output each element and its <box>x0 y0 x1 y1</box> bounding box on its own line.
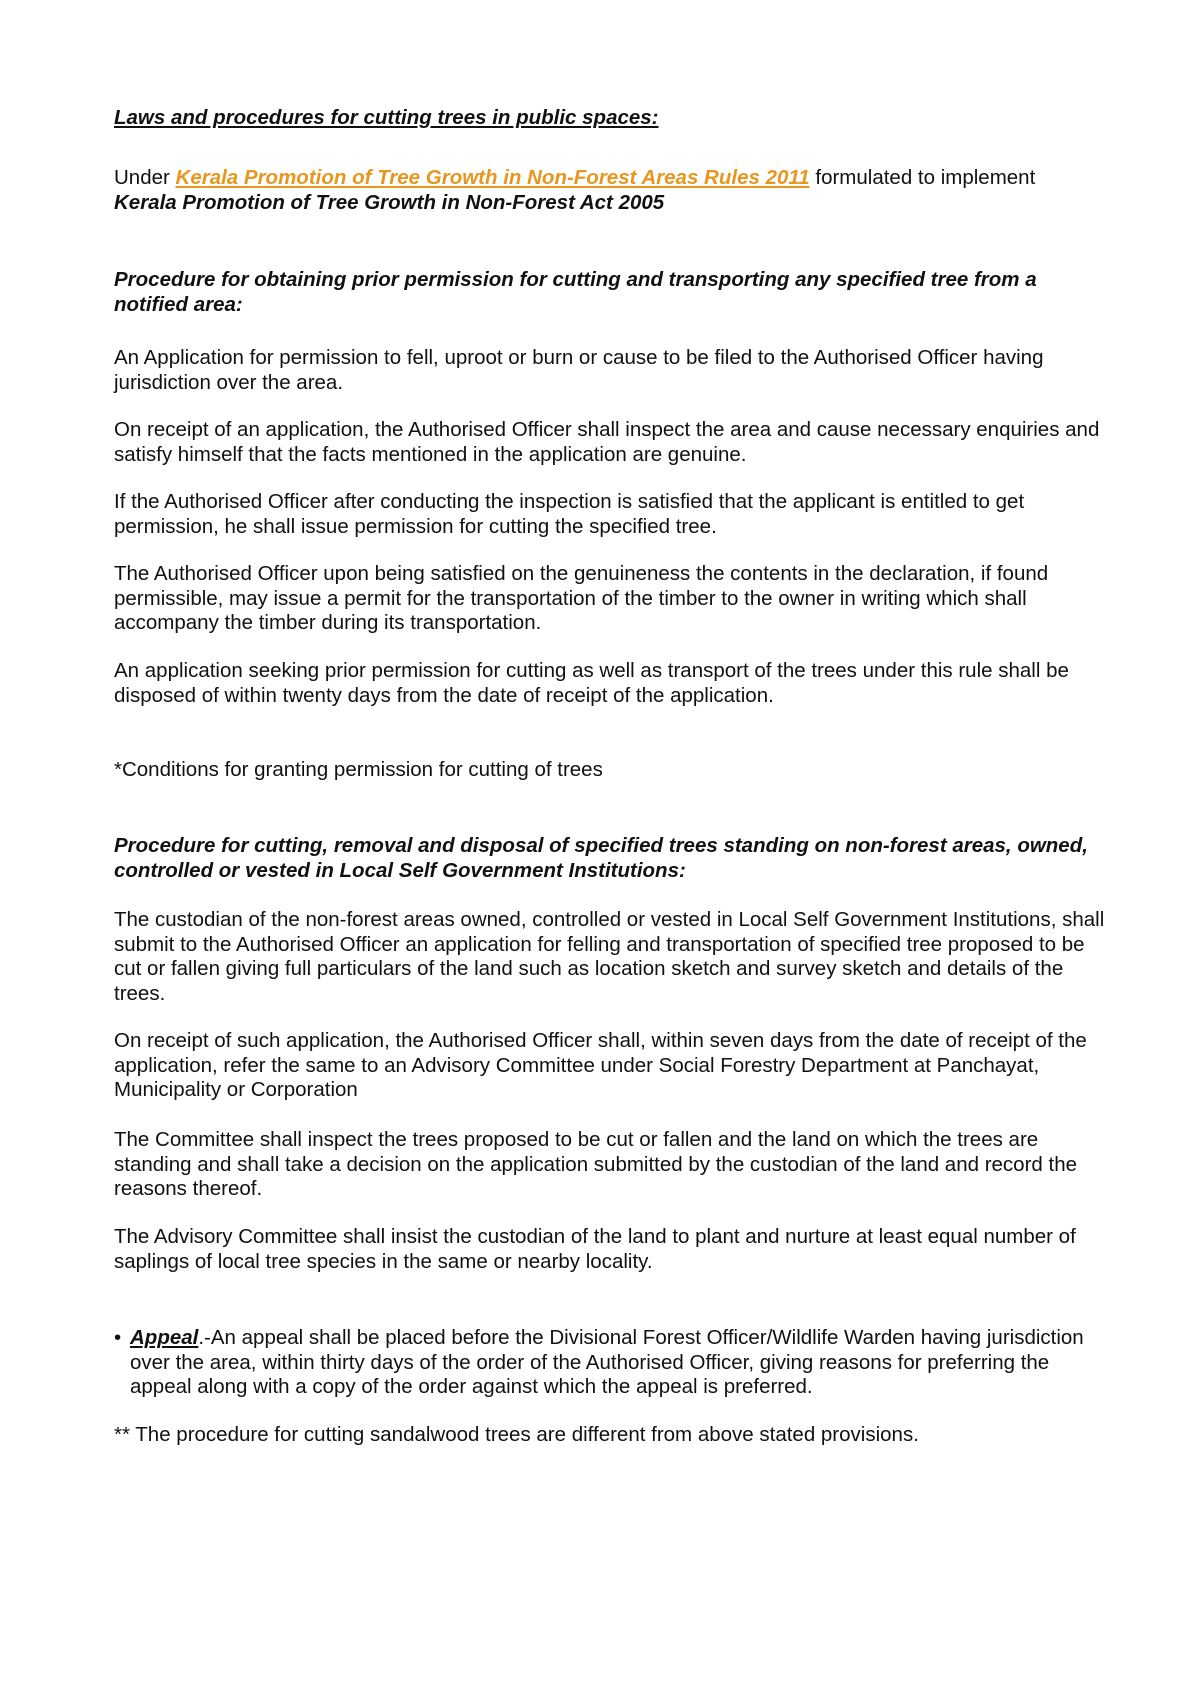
section1-heading: Procedure for obtaining prior permission for cutting and transporting any specified tree from a notified area: <box>114 268 1037 316</box>
sandalwood-note: ** The procedure for cutting sandalwood trees are different from above stated provisions. <box>114 1423 919 1446</box>
appeal-body: .-An appeal shall be placed before the Divisional Forest Officer/Wildlife Warden having jurisdiction over the area, within thirty days of the order of the Authorised Officer, giving reasons for preferring the appeal along with a copy of the order against which the appeal is preferred. <box>130 1326 1084 1398</box>
section2-heading: Procedure for cutting, removal and disposal of specified trees standing on non-forest areas, owned, controlled or vested in Local Self Government Institutions: <box>114 834 1088 882</box>
appeal-text <box>114 1326 1114 1400</box>
document-title: Laws and procedures for cutting trees in public spaces: <box>114 106 659 129</box>
intro-under: Under <box>114 166 176 189</box>
bullet-marker: • <box>114 1326 122 1349</box>
rules-link[interactable]: Kerala Promotion of Tree Growth in Non-Forest Areas Rules 2011 <box>175 166 810 189</box>
section1-paragraph-3: If the Authorised Officer after conducting the inspection is satisfied that the applicant is entitled to get permission, he shall issue permission for cutting the specified tree. <box>114 490 1025 538</box>
section2-paragraph-1: The custodian of the non-forest areas owned, controlled or vested in Local Self Government Institutions, shall submit to the Authorised Officer an application for felling and transportation of specified tree proposed to be cut or fallen giving full particulars of the land such as location sketch and survey sketch and details of the trees. <box>114 908 1105 1005</box>
appeal-label: Appeal <box>130 1326 199 1349</box>
section1-paragraph-2: On receipt of an application, the Authorised Officer shall inspect the area and cause necessary enquiries and satisfy himself that the facts mentioned in the application are genuine. <box>114 418 1100 466</box>
act-name: Kerala Promotion of Tree Growth in Non-Forest Act 2005 <box>114 190 665 214</box>
section1-paragraph-1: An Application for permission to fell, uproot or burn or cause to be filed to the Authorised Officer having jurisdiction over the area. <box>114 346 1044 394</box>
intro-paragraph <box>114 166 1074 215</box>
conditions-note: *Conditions for granting permission for cutting of trees <box>114 758 603 781</box>
section2-paragraph-4: The Advisory Committee shall insist the custodian of the land to plant and nurture at least equal number of saplings of local tree species in the same or nearby locality. <box>114 1225 1076 1273</box>
section2-paragraph-2: On receipt of such application, the Authorised Officer shall, within seven days from the date of receipt of the application, refer the same to an Advisory Committee under Social Forestry Department at Panchayat, Municipality or Corporation <box>114 1029 1087 1101</box>
intro-formulated: formulated to implement <box>809 166 1036 189</box>
section1-paragraph-4: The Authorised Officer upon being satisfied on the genuineness the contents in the declaration, if found permissible, may issue a permit for the transportation of the timber to the owner in writing which shall accompany the timber during its transportation. <box>114 562 1049 634</box>
section1-paragraph-5: An application seeking prior permission for cutting as well as transport of the trees under this rule shall be disposed of within twenty days from the date of receipt of the application. <box>114 659 1069 707</box>
section2-paragraph-3: The Committee shall inspect the trees proposed to be cut or fallen and the land on which the trees are standing and shall take a decision on the application submitted by the custodian of the land and record the reasons thereof. <box>114 1128 1078 1200</box>
appeal-list-item <box>114 1326 1114 1400</box>
